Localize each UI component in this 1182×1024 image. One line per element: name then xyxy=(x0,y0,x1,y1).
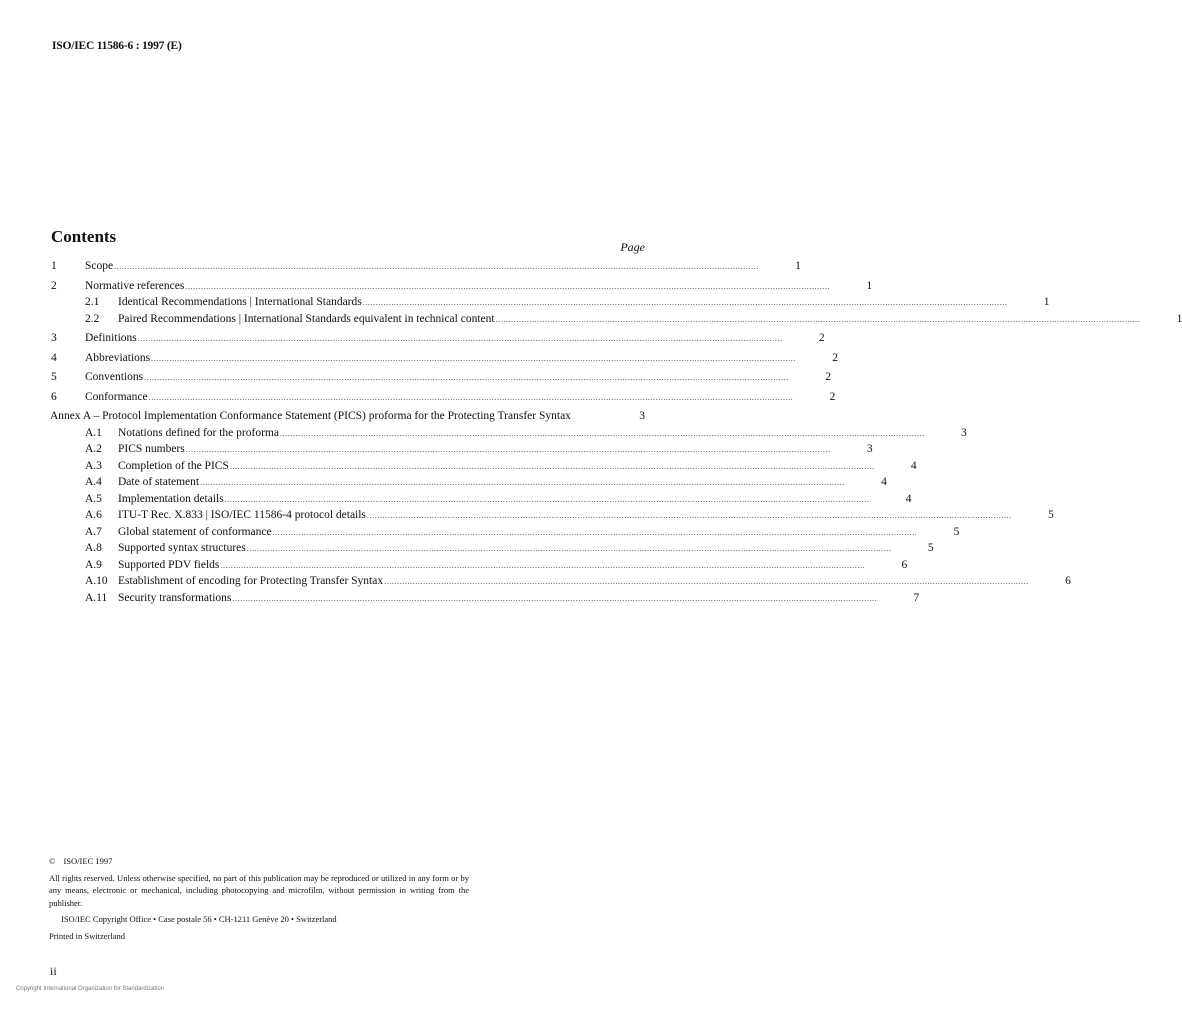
toc-entry-number: A.3 xyxy=(85,459,102,472)
toc-entry-number: 2 xyxy=(51,279,57,292)
toc-entry-page: 1 xyxy=(1176,312,1182,325)
toc-entry-title: Implementation details xyxy=(118,492,224,505)
toc-entry-number: A.11 xyxy=(85,591,108,604)
table-of-contents xyxy=(50,260,1182,608)
toc-entry-page: 3 xyxy=(866,443,873,455)
toc-entry-a10[interactable] xyxy=(50,575,1071,592)
toc-entry-number: A.4 xyxy=(85,476,102,488)
toc-entry-title: Global statement of conformance xyxy=(118,525,272,538)
toc-entry-page: 5 xyxy=(953,525,960,538)
toc-entry-title: Completion of the PICS xyxy=(118,459,229,472)
toc-entry-title: Conventions xyxy=(85,371,144,383)
toc-entry-title: Abbreviations xyxy=(85,351,151,364)
copyright-watermark: Copyright International Organization for Standardization xyxy=(16,986,165,992)
toc-entry-conformance[interactable] xyxy=(50,390,836,411)
copyright-notice xyxy=(49,855,469,942)
toc-entry-title: Security transformations xyxy=(118,591,232,604)
rights-statement: All rights reserved. Unless otherwise specified, no part of this publication may be reproduced or utilized in any form or by any means, electronic or mechanical, including photocopying and microfilm, without permission in writing from the publisher. xyxy=(49,872,469,908)
dot-leader xyxy=(138,334,783,343)
toc-entry-a8[interactable] xyxy=(50,542,934,559)
dot-leader xyxy=(232,594,877,603)
toc-entry-a6[interactable] xyxy=(50,509,1054,526)
dot-leader xyxy=(144,373,789,382)
toc-entry-title: Supported syntax structures xyxy=(118,542,246,554)
toc-entry-page: 4 xyxy=(910,459,917,472)
dot-leader xyxy=(225,495,870,504)
toc-entry-page: 5 xyxy=(1047,509,1054,521)
dot-leader xyxy=(496,315,1141,324)
toc-entry-title: Identical Recommendations | International Standards xyxy=(118,296,362,308)
toc-entry-page: 5 xyxy=(927,542,934,554)
toc-entry-a3[interactable] xyxy=(50,459,917,477)
document-identifier: ISO/IEC 11586-6 : 1997 (E) xyxy=(52,40,182,52)
toc-entry-page: 4 xyxy=(905,492,912,505)
copyright-line xyxy=(49,855,469,868)
toc-entry-page: 3 xyxy=(961,426,967,439)
toc-entry-number: A.10 xyxy=(85,575,108,587)
dot-leader xyxy=(367,511,1012,520)
toc-entry-page: 2 xyxy=(832,351,838,364)
toc-entry-a2[interactable] xyxy=(50,443,873,460)
toc-entry-paired-recommendations[interactable] xyxy=(50,312,1182,333)
toc-entry-number: 2.2 xyxy=(85,312,100,325)
toc-entry-title: Paired Recommendations | International Standards equivalent in technical content xyxy=(118,312,495,325)
toc-entry-page: 1 xyxy=(795,260,801,272)
copyright-office-address: ISO/IEC Copyright Office • Case postale 56 • CH-1211 Genève 20 • Switzerland xyxy=(61,914,337,924)
toc-entry-page: 6 xyxy=(1065,575,1071,587)
toc-entry-page: 1 xyxy=(1043,296,1050,308)
toc-entry-page: 3 xyxy=(639,410,645,422)
toc-entry-page: 2 xyxy=(825,371,831,383)
printed-in: Printed in Switzerland xyxy=(49,930,126,941)
toc-entry-number: A.5 xyxy=(85,492,102,505)
toc-entry-title: Date of statement xyxy=(118,476,200,488)
dot-leader xyxy=(186,445,831,454)
toc-entry-definitions[interactable] xyxy=(50,332,825,352)
toc-entry-number: A.1 xyxy=(85,426,102,439)
dot-leader xyxy=(114,262,759,271)
dot-leader xyxy=(384,577,1029,586)
copyright-holder: ISO/IEC 1997 xyxy=(63,856,113,866)
toc-entry-a1[interactable] xyxy=(50,426,967,444)
toc-entry-a9[interactable] xyxy=(50,558,908,576)
dot-leader xyxy=(247,544,892,553)
copyright-icon: © xyxy=(49,856,56,866)
toc-entry-number: 4 xyxy=(51,351,57,364)
toc-entry-conventions[interactable] xyxy=(50,371,831,391)
dot-leader xyxy=(230,462,875,471)
toc-entry-normative-references[interactable] xyxy=(50,279,873,297)
toc-entry-number: 5 xyxy=(51,371,57,383)
toc-entry-title: Conformance xyxy=(85,390,148,403)
toc-entry-a5[interactable] xyxy=(50,492,912,510)
toc-entry-a4[interactable] xyxy=(50,476,887,493)
toc-entry-title: Establishment of encoding for Protecting Transfer Syntax xyxy=(118,575,384,587)
toc-entry-scope[interactable] xyxy=(50,260,801,280)
dot-leader xyxy=(280,429,925,438)
toc-entry-title: PICS numbers xyxy=(118,443,185,455)
toc-entry-page: 2 xyxy=(829,390,836,403)
toc-entry-title: Supported PDV fields xyxy=(118,558,220,571)
toc-entry-page: 6 xyxy=(901,558,908,571)
toc-entry-abbreviations[interactable] xyxy=(50,351,838,372)
toc-entry-number: A.9 xyxy=(85,558,102,571)
toc-entry-page: 4 xyxy=(881,476,887,488)
toc-entry-title: Definitions xyxy=(85,332,137,344)
toc-entry-title: Notations defined for the proforma xyxy=(118,426,279,439)
dot-leader xyxy=(220,561,865,570)
toc-entry-number: 3 xyxy=(51,332,57,344)
toc-entry-number: A.8 xyxy=(85,542,102,554)
dot-leader xyxy=(149,393,794,402)
dot-leader xyxy=(363,298,1008,307)
toc-entry-number: 2.1 xyxy=(85,296,100,308)
toc-entry-page: 2 xyxy=(818,332,825,344)
toc-entry-page: 7 xyxy=(913,591,920,604)
toc-entry-identical-recommendations[interactable] xyxy=(50,296,1050,313)
dot-leader xyxy=(273,528,918,537)
toc-entry-number: 1 xyxy=(51,260,57,272)
toc-entry-annex-a[interactable] xyxy=(50,410,645,427)
contents-heading: Contents xyxy=(51,227,117,246)
toc-entry-number: 6 xyxy=(51,390,57,403)
dot-leader xyxy=(151,354,796,363)
toc-entry-title: ITU-T Rec. X.833 | ISO/IEC 11586-4 protocol details xyxy=(118,509,366,521)
dot-leader xyxy=(200,478,845,487)
toc-entry-number: A.6 xyxy=(85,509,102,521)
toc-entry-number: A.7 xyxy=(85,525,102,538)
toc-entry-title: Scope xyxy=(85,260,114,272)
toc-entry-a11[interactable] xyxy=(50,591,920,609)
toc-entry-a7[interactable] xyxy=(50,525,960,543)
page-column-label: Page xyxy=(620,240,645,254)
toc-entry-number: A.2 xyxy=(85,443,102,455)
page-number: ii xyxy=(50,964,57,978)
toc-entry-page: 1 xyxy=(866,279,873,292)
dot-leader xyxy=(185,282,830,291)
toc-entry-title: Annex A – Protocol Implementation Conformance Statement (PICS) proforma for the Protecting Transfer Syntax xyxy=(50,410,571,422)
toc-entry-title: Normative references xyxy=(85,279,185,292)
